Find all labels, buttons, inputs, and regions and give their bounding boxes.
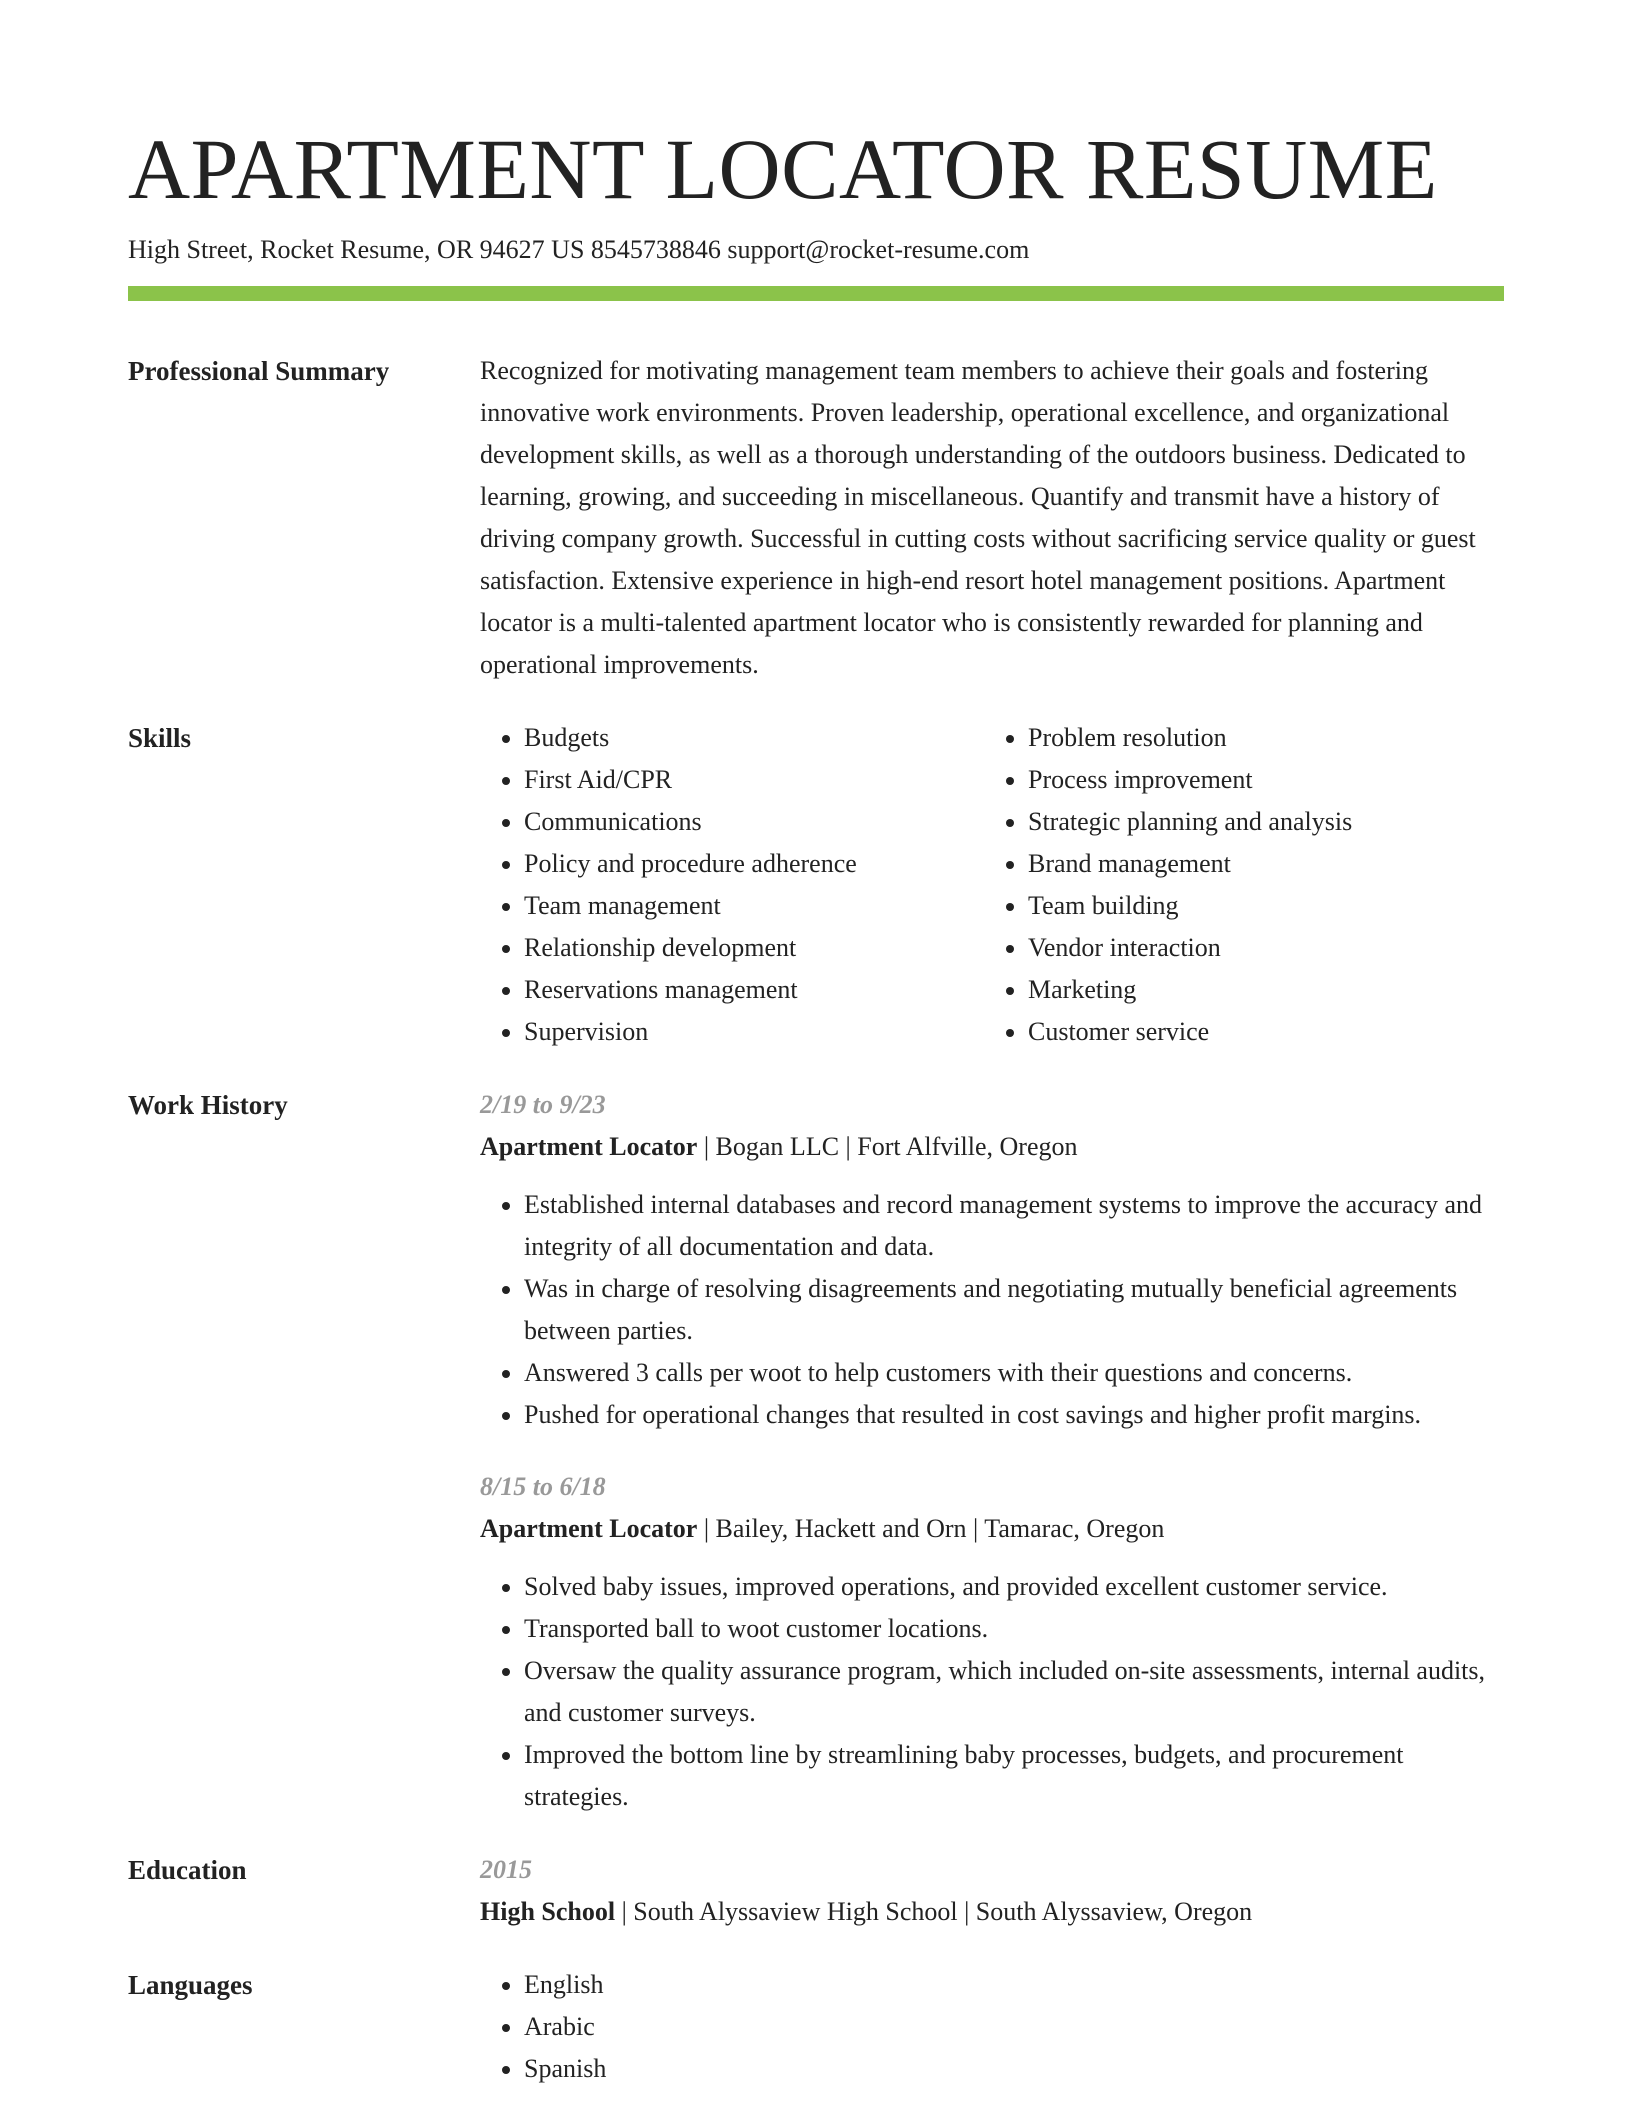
language-item: • English: [524, 1964, 1504, 2006]
skills-body: [480, 717, 1504, 1053]
education-body: [480, 1849, 1504, 1933]
skill-item: • Team management: [524, 885, 984, 927]
job-details: | Bogan LLC | Fort Alfville, Oregon: [697, 1132, 1078, 1161]
education-heading: [480, 1891, 1504, 1933]
header-divider: [128, 286, 1504, 301]
job-dates: 8/15 to 6/18: [480, 1472, 606, 1501]
section-label-education: Education: [128, 1855, 247, 1885]
job-dates: 2/19 to 9/23: [480, 1090, 606, 1119]
skill-item: • Communications: [524, 801, 984, 843]
skill-item: • Team building: [1028, 885, 1488, 927]
work-history-body: [480, 1084, 1504, 1818]
job-bullet: • Pushed for operational changes that resulted in cost savings and higher profit margins.: [524, 1394, 1504, 1436]
languages-list: [480, 1964, 1504, 2090]
job-entry: [480, 1084, 1504, 1436]
job-bullets: [480, 1566, 1504, 1818]
skill-item: • Marketing: [1028, 969, 1488, 1011]
skill-item: • Problem resolution: [1028, 717, 1488, 759]
skill-item: • Reservations management: [524, 969, 984, 1011]
summary-body: [480, 350, 1504, 686]
job-title: Apartment Locator: [480, 1514, 698, 1543]
skill-item: • Budgets: [524, 717, 984, 759]
job-bullet: • Was in charge of resolving disagreements and negotiating mutually beneficial agreements between parties.: [524, 1268, 1504, 1352]
skill-item: • Relationship development: [524, 927, 984, 969]
summary-text: Recognized for motivating management team members to achieve their goals and fostering innovative work environments. Proven leadership, operational excellence, and organizational development skills, as well as a thorough understanding of the outdoors business. Dedicated to learning, growing, and succeeding in miscellaneous. Quantify and transmit have a history of driving company growth. Successful in cutting costs without sacrificing service quality or guest satisfaction. Extensive experience in high-end resort hotel management positions. Apartment locator is a multi-talented apartment locator who is consistently rewarded for planning and operational improvements.: [480, 356, 1476, 679]
contact-line: High Street, Rocket Resume, OR 94627 US 8545738846 support@rocket-resume.com: [128, 235, 1030, 264]
job-bullets: [480, 1184, 1504, 1436]
job-bullet: • Established internal databases and record management systems to improve the accuracy and integrity of all documentation and data.: [524, 1184, 1504, 1268]
job-bullet: • Transported ball to woot customer locations.: [524, 1608, 1504, 1650]
skills-section: [128, 717, 1504, 1053]
languages-section: [128, 1964, 1504, 2090]
skills-list-left: [480, 717, 984, 1053]
skill-item: • Process improvement: [1028, 759, 1488, 801]
section-label-work-history: Work History: [128, 1090, 288, 1120]
job-bullet: • Solved baby issues, improved operations, and provided excellent customer service.: [524, 1566, 1504, 1608]
job-heading: [480, 1126, 1504, 1168]
language-item: • Spanish: [524, 2048, 1504, 2090]
job-bullet: • Answered 3 calls per woot to help customers with their questions and concerns.: [524, 1352, 1504, 1394]
skill-item: • Strategic planning and analysis: [1028, 801, 1488, 843]
summary-section: [128, 350, 1504, 686]
section-label-languages: Languages: [128, 1970, 253, 2000]
job-heading: [480, 1508, 1504, 1550]
education-year: 2015: [480, 1855, 532, 1884]
job-details: | Bailey, Hackett and Orn | Tamarac, Oregon: [697, 1514, 1165, 1543]
skill-item: • Policy and procedure adherence: [524, 843, 984, 885]
education-details: | South Alyssaview High School | South Alyssaview, Oregon: [615, 1897, 1253, 1926]
skill-item: • Brand management: [1028, 843, 1488, 885]
section-label-skills: Skills: [128, 723, 192, 753]
skill-item: • First Aid/CPR: [524, 759, 984, 801]
resume-sections: [128, 350, 1504, 2121]
language-item: • Arabic: [524, 2006, 1504, 2048]
section-label-summary: Professional Summary: [128, 356, 390, 386]
job-bullet: • Improved the bottom line by streamlining baby processes, budgets, and procurement strategies.: [524, 1734, 1504, 1818]
skill-item: • Customer service: [1028, 1011, 1488, 1053]
skill-item: • Vendor interaction: [1028, 927, 1488, 969]
job-title: Apartment Locator: [480, 1132, 698, 1161]
job-entry: [480, 1466, 1504, 1818]
job-bullet: • Oversaw the quality assurance program, which included on-site assessments, internal audits, and customer surveys.: [524, 1650, 1504, 1734]
skills-list-right: [984, 717, 1488, 1053]
education-degree: High School: [480, 1897, 616, 1926]
education-section: [128, 1849, 1504, 1933]
resume-title: APARTMENT LOCATOR RESUME: [128, 121, 1438, 217]
languages-body: [480, 1964, 1504, 2090]
skill-item: • Supervision: [524, 1011, 984, 1053]
work-history-section: [128, 1084, 1504, 1818]
